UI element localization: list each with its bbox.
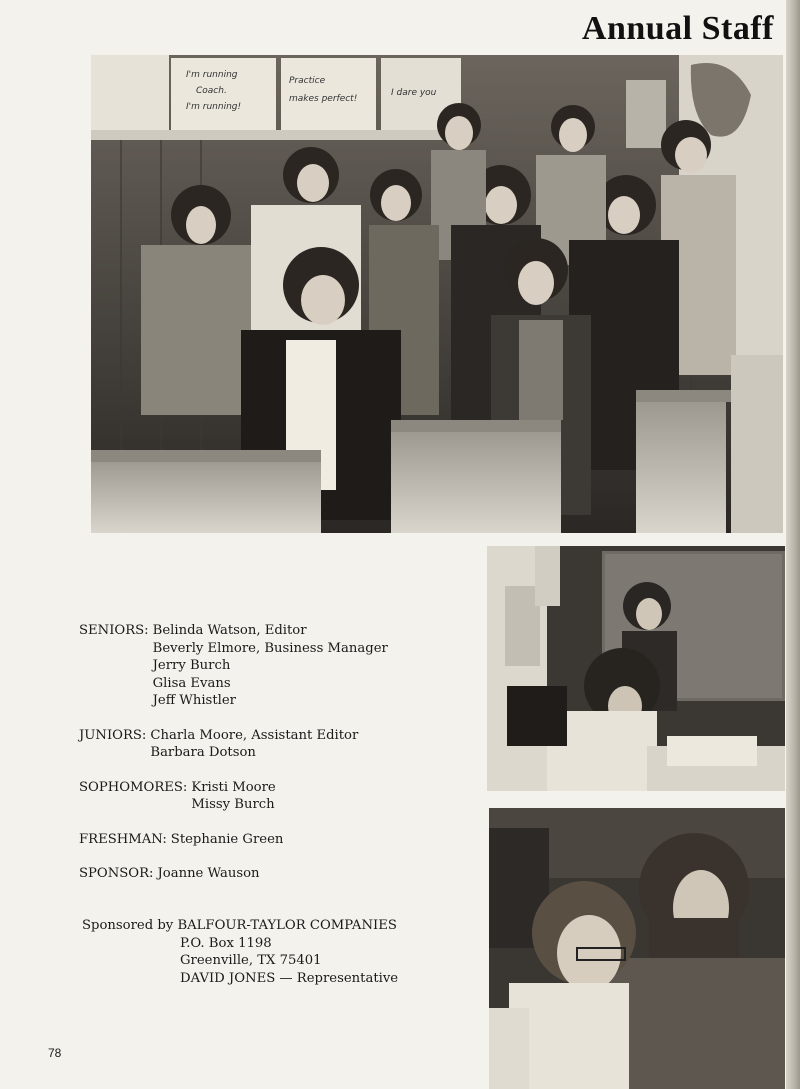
page-number: 78 — [48, 1046, 62, 1060]
list-item: Jeff Whistler — [152, 693, 236, 708]
sponsored-by-block — [82, 917, 482, 987]
svg-text:Coach.: Coach. — [196, 86, 227, 96]
juniors-group — [79, 727, 479, 762]
sponsor-label: SPONSOR: — [79, 866, 154, 881]
svg-text:Practice: Practice — [289, 76, 326, 86]
list-item: Belinda Watson, Editor — [152, 623, 307, 638]
list-item: Beverly Elmore, Business Manager — [152, 640, 388, 656]
list-item: Joanne Wauson — [157, 866, 260, 881]
staff-list — [79, 622, 479, 900]
seniors-label: SENIORS: — [79, 623, 149, 638]
list-item: Barbara Dotson — [150, 745, 256, 760]
students-at-desk-image — [487, 546, 785, 791]
group-photo-image — [91, 55, 783, 533]
list-item: Glisa Evans — [152, 675, 231, 691]
city-line: Greenville, TX 75401 — [180, 953, 322, 968]
students-at-desk-photo — [487, 546, 785, 791]
sophomores-label: SOPHOMORES: — [79, 779, 188, 795]
two-students-photo — [489, 808, 785, 1089]
svg-text:I dare you: I dare you — [391, 88, 437, 98]
po-box-line: P.O. Box 1198 — [180, 935, 272, 951]
sophomores-group — [79, 779, 479, 814]
list-item: Stephanie Green — [170, 831, 284, 847]
list-item: Jerry Burch — [152, 658, 231, 673]
list-item: Missy Burch — [191, 797, 275, 812]
svg-text:I'm running: I'm running — [186, 70, 238, 80]
svg-text:I'm running!: I'm running! — [186, 102, 242, 112]
freshman-group — [79, 831, 479, 849]
list-item: Charla Moore, Assistant Editor — [150, 727, 359, 743]
page-edge — [786, 0, 800, 1089]
juniors-label: JUNIORS: — [79, 727, 147, 743]
bleed-through-text — [80, 10, 520, 38]
seniors-group — [79, 622, 479, 710]
freshman-label: FRESHMAN: — [79, 831, 167, 847]
two-students-image — [489, 808, 785, 1089]
representative-line: DAVID JONES — Representative — [180, 970, 399, 986]
list-item: Kristi Moore — [191, 779, 276, 795]
sponsored-by-line: Sponsored by BALFOUR-TAYLOR COMPANIES — [82, 918, 397, 933]
page-title: Annual Staff — [581, 10, 774, 47]
group-photo — [91, 55, 783, 533]
sponsor-group — [79, 865, 479, 883]
svg-text:makes perfect!: makes perfect! — [289, 94, 358, 104]
